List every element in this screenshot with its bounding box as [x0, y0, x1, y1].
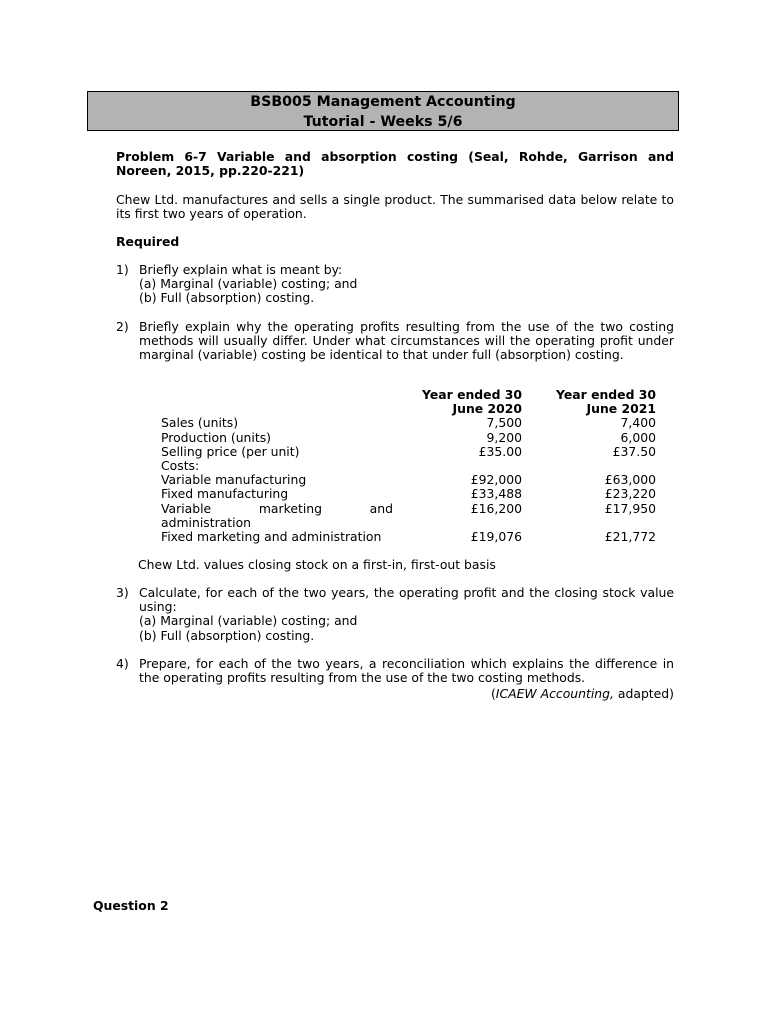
- table-row: Fixed marketing and administration £19,076 £21,772: [161, 529, 656, 545]
- table-row: Costs:: [161, 458, 200, 474]
- q3-b: (b) Full (absorption) costing.: [139, 627, 315, 643]
- q2-text: Briefly explain why the operating profits resulting from the use of the two costing methods will usually differ. Under what circumstances will the operating profit under marginal (variable) costing be identical to that under full (absorption) costing.: [139, 319, 674, 363]
- problem-title: Problem 6-7 Variable and absorption costing (Seal, Rohde, Garrison and Noreen, 2015, pp.220-221): [116, 149, 674, 179]
- table-row: Production (units) 9,200 6,000: [161, 429, 656, 445]
- tutorial-title: Tutorial - Weeks 5/6: [303, 114, 463, 130]
- col-2021-header: Year ended 30 June 2021: [556, 387, 656, 417]
- q4-text: Prepare, for each of the two years, a reconciliation which explains the difference in the operating profits resulting from the use of the two costing methods.: [139, 656, 674, 686]
- q1-text: Briefly explain what is meant by:: [139, 262, 343, 277]
- intro-paragraph: Chew Ltd. manufactures and sells a single product. The summarised data below relate to its first two years of operation.: [116, 192, 674, 222]
- course-title: BSB005 Management Accounting: [250, 94, 516, 110]
- header-box: [87, 91, 679, 131]
- table-row: Selling price (per unit) £35.00 £37.50: [161, 443, 656, 459]
- question-2-heading: Question 2: [93, 898, 169, 913]
- table-row: Fixed manufacturing £33,488 £23,220: [161, 486, 656, 502]
- table-row: Variable manufacturing £92,000 £63,000: [161, 472, 656, 488]
- question-1: 1) Briefly explain what is meant by: (a) Marginal (variable) costing; and (b) Full (absorption) costing.: [116, 263, 674, 306]
- q1-b: (b) Full (absorption) costing.: [139, 290, 315, 306]
- question-3: 3) Calculate, for each of the two years, the operating profit and the closing stock value using: (a) Marginal (variable) costing; and (b) Full (absorption) costing.: [116, 585, 674, 643]
- table-header-row: [161, 388, 656, 416]
- col-2020-header: Year ended 30 June 2020: [422, 387, 522, 417]
- question-2: 2) Briefly explain why the operating profits resulting from the use of the two costing methods will usually differ. Under what circumstances will the operating profit under marginal (variable) costing be identical to that under full (absorption) costing.: [116, 319, 674, 363]
- source-citation: (ICAEW Accounting, adapted): [490, 686, 674, 701]
- required-heading: Required: [116, 234, 180, 249]
- q3-text: Calculate, for each of the two years, the operating profit and the closing stock value using:: [139, 585, 674, 615]
- table-row: Variable marketing and administration £16,200 £17,950: [161, 500, 656, 530]
- q1-a: (a) Marginal (variable) costing; and: [139, 276, 358, 292]
- cost-data-table: [161, 388, 656, 544]
- table-row: Sales (units) 7,500 7,400: [161, 415, 656, 431]
- fifo-note: Chew Ltd. values closing stock on a first-in, first-out basis: [138, 557, 496, 572]
- q3-a: (a) Marginal (variable) costing; and: [139, 613, 358, 629]
- question-4: 4) Prepare, for each of the two years, a reconciliation which explains the difference in the operating profits resulting from the use of the two costing methods.: [116, 656, 674, 686]
